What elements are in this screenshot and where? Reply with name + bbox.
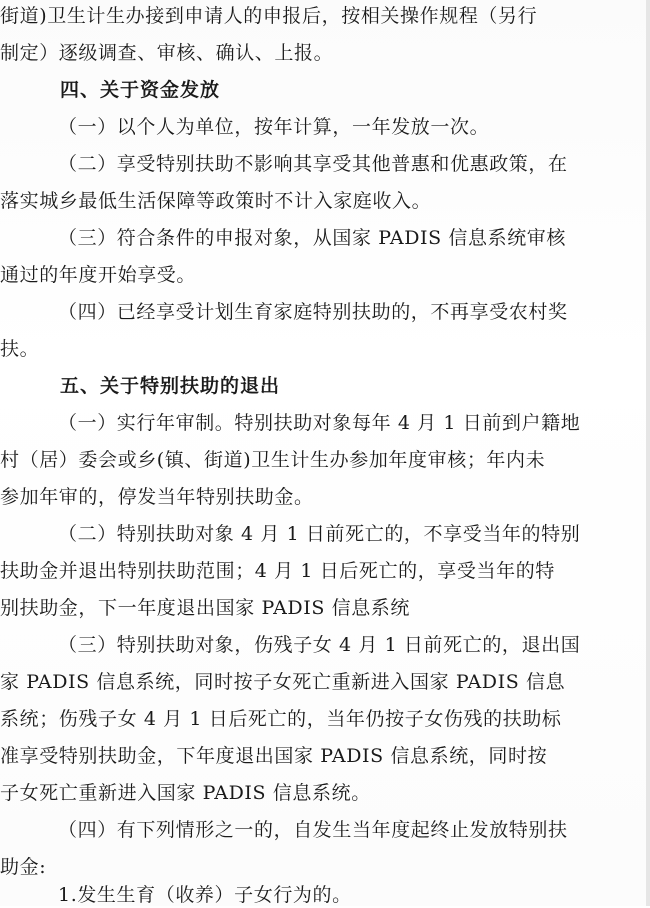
text-line: 助金: (0, 856, 47, 878)
text-line: （四）有下列情形之一的，自发生当年度起终止发放特别扶 (58, 819, 568, 841)
text-line: （二）特别扶助对象 4 月 1 日前死亡的，不享受当年的特别 (58, 523, 581, 545)
text-line: 别扶助金，下一年度退出国家 PADIS 信息系统 (0, 597, 410, 619)
text-line: 扶助金并退出特别扶助范围；4 月 1 日后死亡的，享受当年的特 (0, 560, 555, 582)
text-line: 制定）逐级调查、审核、确认、上报。 (0, 42, 334, 64)
text-line: （三）符合条件的申报对象，从国家 PADIS 信息系统审核 (58, 227, 566, 249)
section-heading: 四、关于资金发放 (60, 79, 221, 101)
page-edge (646, 0, 650, 906)
text-line: 扶。 (0, 338, 40, 360)
text-line: （三）特别扶助对象，伤残子女 4 月 1 日前死亡的，退出国 (58, 634, 581, 656)
text-line: 参加年审的，停发当年特别扶助金。 (0, 486, 314, 508)
text-line: 1.发生生育（收养）子女行为的。 (58, 884, 352, 906)
text-line: 准享受特别扶助金，下年度退出国家 PADIS 信息系统，同时按 (0, 745, 548, 767)
text-line: 系统；伤残子女 4 月 1 日后死亡的，当年仍按子女伤残的扶助标 (0, 708, 562, 730)
text-line: 子女死亡重新进入国家 PADIS 信息系统。 (0, 782, 371, 804)
text-line: 家 PADIS 信息系统，同时按子女死亡重新进入国家 PADIS 信息 (0, 671, 566, 693)
text-line: 通过的年度开始享受。 (0, 264, 197, 286)
text-line: （一）以个人为单位，按年计算，一年发放一次。 (58, 116, 490, 138)
text-line: 落实城乡最低生活保障等政策时不计入家庭收入。 (0, 190, 432, 212)
text-line: 街道)卫生计生办接到申请人的申报后，按相关操作规程（另行 (0, 5, 538, 27)
text-line: （四）已经享受计划生育家庭特别扶助的，不再享受农村奖 (58, 301, 568, 323)
text-line: （二）享受特别扶助不影响其享受其他普惠和优惠政策，在 (58, 153, 568, 175)
text-line: 村（居）委会或乡(镇、街道)卫生计生办参加年度审核；年内未 (0, 449, 546, 471)
text-line: （一）实行年审制。特别扶助对象每年 4 月 1 日前到户籍地 (58, 412, 581, 434)
section-heading: 五、关于特别扶助的退出 (60, 375, 281, 397)
